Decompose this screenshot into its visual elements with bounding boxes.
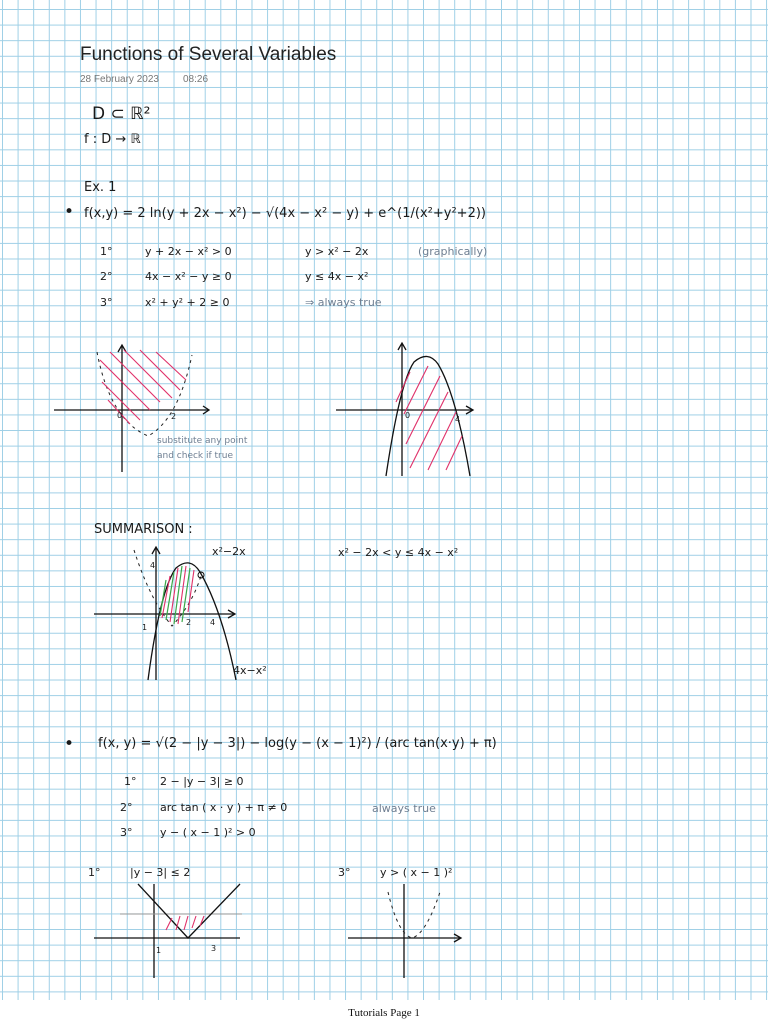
ex2-graph2-label: 3° <box>338 866 351 879</box>
function-line: f : D → ℝ <box>84 132 141 147</box>
graph-ex2-parabola <box>348 884 461 978</box>
v-shape-abs <box>138 884 240 938</box>
summary-tick-neg1: 1 <box>142 623 148 632</box>
ex2-cond-2-note: always true <box>372 802 436 815</box>
graph2-tick-0: 0 <box>405 411 411 420</box>
page-title: Functions of Several Variables <box>80 44 337 65</box>
graph-ex2-abs <box>94 884 242 978</box>
ex1-cond-2-result: y ≤ 4x − x² <box>305 270 369 283</box>
dashed-parabola-x-1 <box>388 892 440 938</box>
ex1-cond-2-num: 2° <box>100 270 113 283</box>
ex2-cond-2-expr: arc tan ( x · y ) + π ≠ 0 <box>160 801 288 814</box>
summary-tick-y4: 4 <box>150 561 156 570</box>
graph-ex1-left <box>54 345 209 472</box>
summary-tick-2: 2 <box>186 618 192 627</box>
page-footer: Tutorials Page 1 <box>348 1007 420 1019</box>
graph1-tick-2: 2 <box>171 412 177 421</box>
ex1-cond-1-num: 1° <box>100 245 113 258</box>
ex2-cond-2-num: 2° <box>120 801 133 814</box>
ex1-cond-3-num: 3° <box>100 296 113 309</box>
summary-tick-4: 4 <box>210 618 216 627</box>
ex1-formula: f(x,y) = 2 ln(y + 2x − x²) − √(4x − x² − y) + e^(1/(x²+y²+2)) <box>84 206 486 221</box>
ex2-cond-3-num: 3° <box>120 826 133 839</box>
ex2-cond-1-num: 1° <box>124 775 137 788</box>
abs-tick-3: 3 <box>211 944 217 953</box>
summary-label: SUMMARISON : <box>94 522 193 537</box>
ex2-graph2-expr: y > ( x − 1 )² <box>380 866 453 879</box>
ex1-cond-3-expr: x² + y² + 2 ≥ 0 <box>145 296 230 309</box>
ex2-cond-3-expr: y − ( x − 1 )² > 0 <box>160 826 256 839</box>
page-time: 08:26 <box>183 74 209 85</box>
domain-line: D ⊂ ℝ² <box>92 104 151 124</box>
dashed-parabola <box>97 352 192 436</box>
bullet-ex2: • <box>64 734 75 754</box>
graph-note-line2: and check if true <box>157 451 234 461</box>
summary-curve-bottom-label: 4x−x² <box>233 664 267 677</box>
ex1-cond-1-result: y > x² − 2x <box>305 245 369 258</box>
graph2-tick-4: 4 <box>455 415 461 424</box>
ex2-graph1-label: 1° <box>88 866 101 879</box>
bullet-ex1: • <box>64 202 75 222</box>
summary-inequality: x² − 2x < y ≤ 4x − x² <box>338 546 459 559</box>
graph-ex1-right <box>336 343 473 476</box>
ex1-cond-1-note: (graphically) <box>418 245 488 258</box>
ex2-formula: f(x, y) = √(2 − |y − 3|) − log(y − (x − 1)²) / (arc tan(x·y) + π) <box>98 736 497 751</box>
ex2-cond-1-expr: 2 − |y − 3| ≥ 0 <box>160 775 244 788</box>
example-label: Ex. 1 <box>84 180 117 195</box>
summary-curve-top-label: x²−2x <box>212 545 246 558</box>
page-date: 28 February 2023 <box>80 74 159 85</box>
graph-summary <box>94 547 236 680</box>
abs-tick-1: 1 <box>156 946 162 955</box>
ex2-graph1-expr: |y − 3| ≤ 2 <box>130 866 191 879</box>
ex1-cond-3-note: ⇒ always true <box>305 296 382 309</box>
ex1-cond-1-expr: y + 2x − x² > 0 <box>145 245 232 258</box>
graph-note-line1: substitute any point <box>157 436 248 446</box>
ex1-cond-2-expr: 4x − x² − y ≥ 0 <box>145 270 232 283</box>
graph1-tick-0: 0 <box>117 411 123 420</box>
